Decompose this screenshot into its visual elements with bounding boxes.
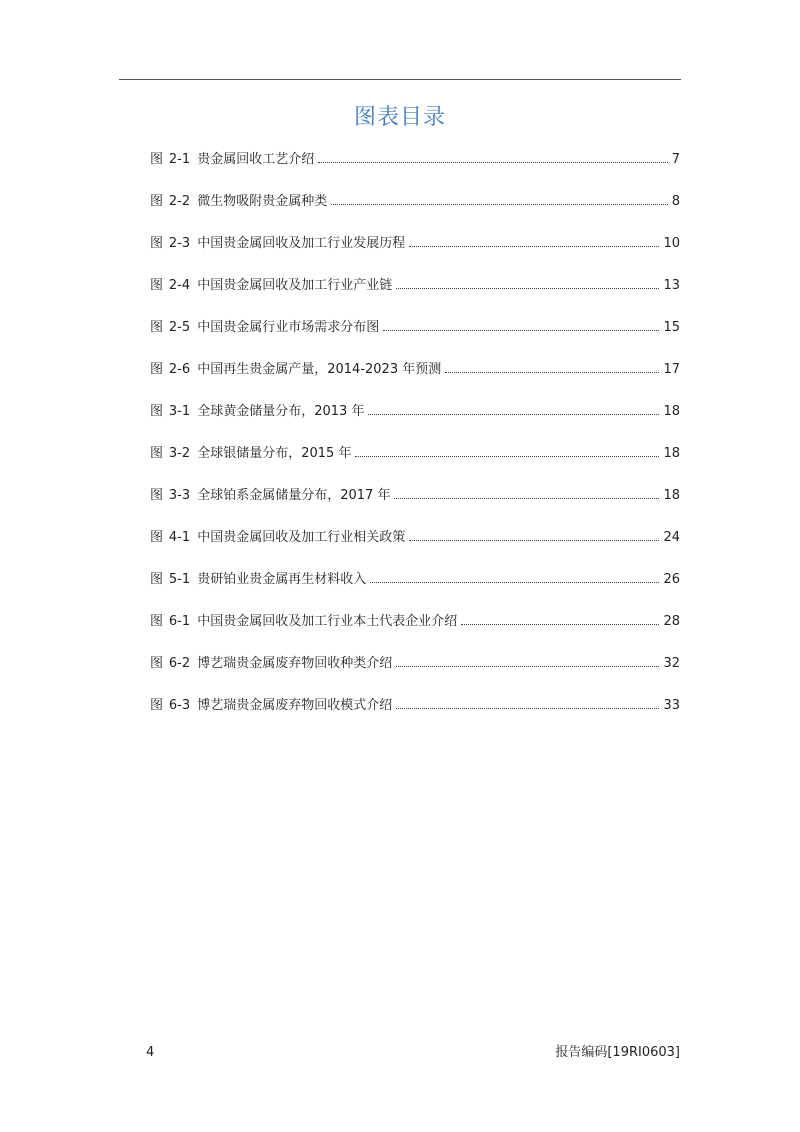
toc-entry-prefix: 图 (150, 698, 164, 713)
toc-entry-number: 6-2 (168, 656, 191, 671)
toc-entry[interactable] (150, 484, 680, 526)
toc-entry-number: 2-5 (168, 320, 191, 335)
toc-entry-number: 6-1 (168, 614, 191, 629)
toc-dot-leader (394, 497, 659, 499)
toc-entry-label (150, 694, 394, 718)
toc-entry[interactable] (150, 694, 680, 736)
toc-entry-prefix: 图 (150, 488, 164, 503)
toc-entry[interactable] (150, 526, 680, 568)
toc-dot-leader (383, 329, 659, 331)
toc-entry-prefix: 图 (150, 656, 164, 671)
toc-entry-number: 5-1 (168, 572, 191, 587)
toc-entry[interactable] (150, 400, 680, 442)
toc-entry-number: 3-1 (168, 404, 191, 419)
toc-entry-label (150, 148, 316, 172)
toc-entry-prefix: 图 (150, 614, 164, 629)
toc-entry-page: 18 (663, 488, 680, 503)
toc-entry-prefix: 图 (150, 572, 164, 587)
toc-entry[interactable] (150, 358, 680, 400)
toc-entry-page: 7 (671, 152, 680, 167)
toc-entry-label (150, 358, 443, 382)
toc-entry-title: 微生物吸附贵金属种类 (197, 194, 328, 209)
header-rule (119, 79, 681, 80)
toc-entry-title: 中国贵金属回收及加工行业产业链 (197, 278, 393, 293)
toc-entry-title: 中国贵金属回收及加工行业本土代表企业介绍 (197, 614, 458, 629)
toc-entry-page: 8 (671, 194, 680, 209)
toc-dot-leader (331, 203, 667, 205)
toc-entry-page: 32 (663, 656, 680, 671)
toc-entry-page: 26 (663, 572, 680, 587)
page-title: 图表目录 (353, 105, 446, 130)
toc-entry[interactable] (150, 316, 680, 358)
toc-entry-label (150, 484, 392, 508)
toc-entry[interactable] (150, 442, 680, 484)
toc-entry-label (150, 400, 366, 424)
toc-entry-page: 15 (663, 320, 680, 335)
toc-entry-number: 4-1 (168, 530, 191, 545)
toc-entry-label (150, 652, 394, 676)
toc-entry-page: 24 (663, 530, 680, 545)
toc-entry-number: 2-4 (168, 278, 191, 293)
toc-dot-leader (368, 413, 659, 415)
toc-entry-page: 28 (663, 614, 680, 629)
toc-entry-title: 中国再生贵金属产量，2014-2023 年预测 (197, 362, 442, 377)
toc-entry[interactable] (150, 652, 680, 694)
toc-entry-label (150, 526, 407, 550)
figure-table-of-contents (150, 148, 680, 736)
toc-entry-label (150, 442, 353, 466)
toc-entry-label (150, 568, 368, 592)
toc-entry[interactable] (150, 274, 680, 316)
toc-entry-page: 10 (663, 236, 680, 251)
toc-entry-number: 2-2 (168, 194, 191, 209)
toc-entry-number: 2-6 (168, 362, 191, 377)
toc-dot-leader (409, 245, 659, 247)
toc-dot-leader (370, 581, 659, 583)
toc-entry[interactable] (150, 232, 680, 274)
toc-entry-prefix: 图 (150, 194, 164, 209)
toc-entry-label (150, 610, 459, 634)
toc-entry-title: 贵研铂业贵金属再生材料收入 (197, 572, 367, 587)
toc-entry-title: 中国贵金属回收及加工行业发展历程 (197, 236, 406, 251)
toc-entry-number: 2-3 (168, 236, 191, 251)
toc-entry-prefix: 图 (150, 530, 164, 545)
toc-entry-title: 全球铂系金属储量分布，2017 年 (197, 488, 391, 503)
toc-dot-leader (355, 455, 659, 457)
toc-entry-title: 中国贵金属行业市场需求分布图 (197, 320, 380, 335)
toc-entry-page: 13 (663, 278, 680, 293)
toc-entry-title: 全球银储量分布，2015 年 (197, 446, 352, 461)
toc-dot-leader (396, 707, 659, 709)
toc-entry-number: 6-3 (168, 698, 191, 713)
toc-entry[interactable] (150, 568, 680, 610)
toc-dot-leader (396, 287, 659, 289)
toc-entry-title: 贵金属回收工艺介绍 (197, 152, 315, 167)
toc-entry-prefix: 图 (150, 152, 164, 167)
toc-entry-prefix: 图 (150, 278, 164, 293)
toc-entry-label (150, 316, 381, 340)
toc-entry[interactable] (150, 148, 680, 190)
toc-entry-prefix: 图 (150, 362, 164, 377)
toc-entry-title: 中国贵金属回收及加工行业相关政策 (197, 530, 406, 545)
toc-entry-prefix: 图 (150, 320, 164, 335)
toc-entry-number: 3-3 (168, 488, 191, 503)
toc-entry-label (150, 190, 329, 214)
toc-entry-label (150, 232, 407, 256)
toc-dot-leader (396, 665, 659, 667)
toc-entry[interactable] (150, 610, 680, 652)
toc-entry-number: 2-1 (168, 152, 191, 167)
toc-dot-leader (318, 161, 667, 163)
toc-entry-page: 18 (663, 446, 680, 461)
toc-entry-title: 全球黄金储量分布，2013 年 (197, 404, 365, 419)
toc-entry-page: 18 (663, 404, 680, 419)
toc-entry-number: 3-2 (168, 446, 191, 461)
toc-entry-page: 33 (663, 698, 680, 713)
toc-dot-leader (461, 623, 659, 625)
toc-entry-title: 博艺瑞贵金属废弃物回收种类介绍 (197, 656, 393, 671)
toc-entry-label (150, 274, 394, 298)
footer-report-code: 报告编码[19RI0603] (555, 1045, 680, 1060)
toc-entry-title: 博艺瑞贵金属废弃物回收模式介绍 (197, 698, 393, 713)
toc-dot-leader (409, 539, 659, 541)
toc-entry-prefix: 图 (150, 236, 164, 251)
toc-entry-page: 17 (663, 362, 680, 377)
toc-entry[interactable] (150, 190, 680, 232)
toc-entry-prefix: 图 (150, 404, 164, 419)
footer-page-number: 4 (146, 1045, 155, 1060)
toc-dot-leader (445, 371, 659, 373)
toc-entry-prefix: 图 (150, 446, 164, 461)
